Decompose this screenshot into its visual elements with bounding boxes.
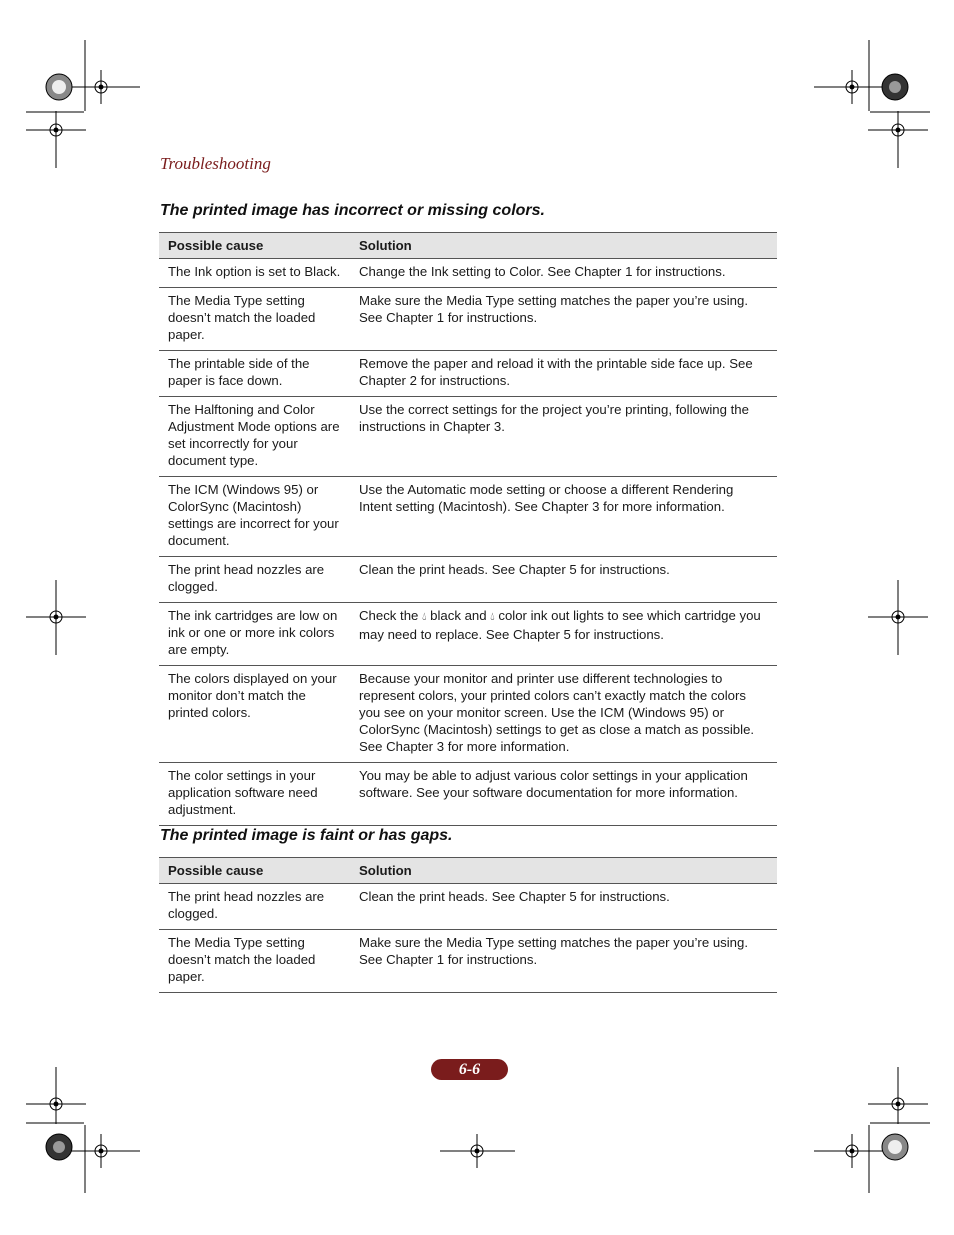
solution-cell: Make sure the Media Type setting matches the paper you’re using. See Chapter 1 for instructions. bbox=[350, 930, 777, 993]
section-heading-faint: The printed image is faint or has gaps. bbox=[160, 827, 453, 844]
table-header-row bbox=[159, 233, 777, 259]
column-header-cause: Possible cause bbox=[159, 858, 350, 884]
solution-cell: Because your monitor and printer use different technologies to represent colors, your printed colors can’t exactly match the colors you see on your monitor screen. Use the ICM (Windows 95) or ColorSync (Macintosh) settings to get as close a match as possible. See Chapter 3 for more information. bbox=[350, 666, 777, 763]
table-row bbox=[159, 930, 777, 993]
solution-cell: Clean the print heads. See Chapter 5 for instructions. bbox=[350, 557, 777, 603]
solution-cell: Clean the print heads. See Chapter 5 for instructions. bbox=[350, 884, 777, 930]
black-ink-drop-icon: 💧︎ bbox=[422, 611, 427, 623]
column-header-solution: Solution bbox=[350, 233, 777, 259]
table-header-row bbox=[159, 858, 777, 884]
cause-cell: The color settings in your application software need adjustment. bbox=[159, 763, 350, 826]
solution-cell: Remove the paper and reload it with the printable side face up. See Chapter 2 for instructions. bbox=[350, 351, 777, 397]
solution-text-pre: Check the bbox=[359, 608, 419, 623]
column-header-cause: Possible cause bbox=[159, 233, 350, 259]
running-header-title: Troubleshooting bbox=[160, 154, 271, 173]
solution-cell: Use the Automatic mode setting or choose a different Rendering Intent setting (Macintosh). See Chapter 3 for more information. bbox=[350, 477, 777, 557]
solution-cell: You may be able to adjust various color settings in your application software. See your software documentation for more information. bbox=[350, 763, 777, 826]
cause-cell: The print head nozzles are clogged. bbox=[159, 884, 350, 930]
solution-cell: Use the correct settings for the project you’re printing, following the instructions in Chapter 3. bbox=[350, 397, 777, 477]
solution-text-post: color ink out lights to see which cartridge you may need to replace. See Chapter 5 for instructions. bbox=[359, 608, 761, 642]
table-row bbox=[159, 603, 777, 666]
cause-cell: The ICM (Windows 95) or ColorSync (Macintosh) settings are incorrect for your document. bbox=[159, 477, 350, 557]
cause-cell: The Ink option is set to Black. bbox=[159, 259, 350, 288]
cause-cell: The printable side of the paper is face down. bbox=[159, 351, 350, 397]
table-row bbox=[159, 351, 777, 397]
table-row bbox=[159, 288, 777, 351]
table-row bbox=[159, 397, 777, 477]
cause-cell: The Media Type setting doesn’t match the loaded paper. bbox=[159, 930, 350, 993]
table-row bbox=[159, 884, 777, 930]
column-header-solution: Solution bbox=[350, 858, 777, 884]
color-ink-drops-icon: 💧︎ bbox=[490, 611, 495, 623]
solution-cell bbox=[350, 603, 777, 666]
faint-troubleshooting-table bbox=[159, 857, 777, 993]
table-row bbox=[159, 477, 777, 557]
cause-cell: The Halftoning and Color Adjustment Mode options are set incorrectly for your document type. bbox=[159, 397, 350, 477]
cause-cell: The ink cartridges are low on ink or one or more ink colors are empty. bbox=[159, 603, 350, 666]
cause-cell: The print head nozzles are clogged. bbox=[159, 557, 350, 603]
table-row bbox=[159, 763, 777, 826]
cause-cell: The colors displayed on your monitor don’t match the printed colors. bbox=[159, 666, 350, 763]
table-row bbox=[159, 259, 777, 288]
page-number-badge: 6-6 bbox=[431, 1059, 508, 1080]
section-heading-colors: The printed image has incorrect or missing colors. bbox=[160, 202, 545, 219]
solution-cell: Change the Ink setting to Color. See Chapter 1 for instructions. bbox=[350, 259, 777, 288]
colors-troubleshooting-table bbox=[159, 232, 777, 826]
solution-cell: Make sure the Media Type setting matches the paper you’re using. See Chapter 1 for instructions. bbox=[350, 288, 777, 351]
table-row bbox=[159, 666, 777, 763]
cause-cell: The Media Type setting doesn’t match the loaded paper. bbox=[159, 288, 350, 351]
solution-text-mid: black and bbox=[430, 608, 487, 623]
table-row bbox=[159, 557, 777, 603]
